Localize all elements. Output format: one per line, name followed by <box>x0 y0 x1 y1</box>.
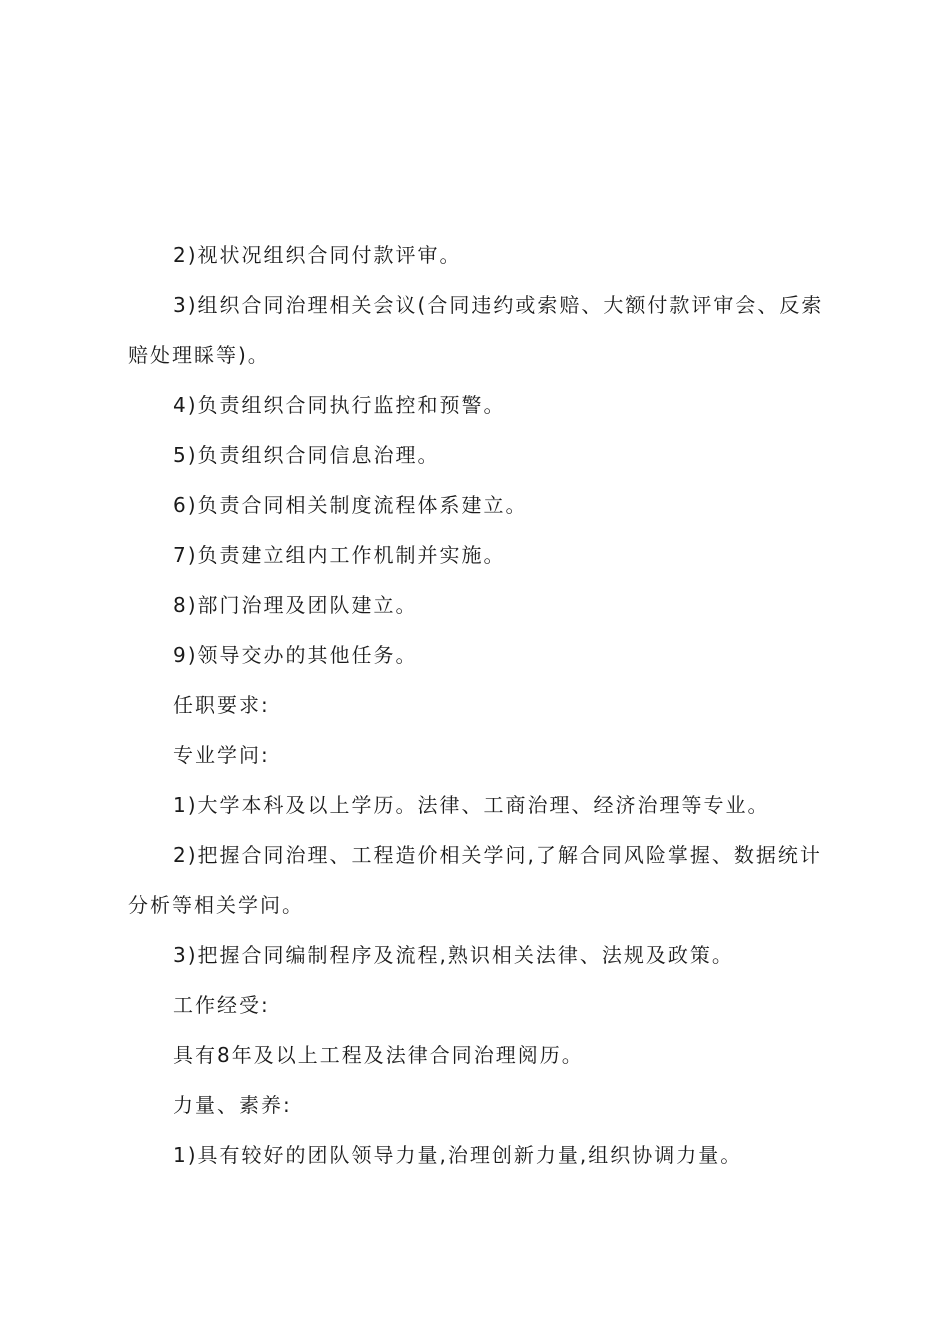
duty-item-3-continued: 赔处理睬等)。 <box>128 343 270 367</box>
duty-item-3: 3)组织合同治理相关会议(合同违约或索赔、大额付款评审会、反索 <box>173 293 824 317</box>
duty-item-7: 7)负责建立组内工作机制并实施。 <box>173 543 506 567</box>
duty-item-8: 8)部门治理及团队建立。 <box>173 593 418 617</box>
section-heading-experience: 工作经受: <box>173 993 270 1017</box>
section-heading-requirements: 任职要求: <box>173 693 270 717</box>
duty-item-9: 9)领导交办的其他任务。 <box>173 643 418 667</box>
knowledge-item-3: 3)把握合同编制程序及流程,熟识相关法律、法规及政策。 <box>173 943 734 967</box>
duty-item-5: 5)负责组织合同信息治理。 <box>173 443 440 467</box>
knowledge-item-1: 1)大学本科及以上学历。法律、工商治理、经济治理等专业。 <box>173 793 770 817</box>
duty-item-6: 6)负责合同相关制度流程体系建立。 <box>173 493 528 517</box>
experience-text: 具有8年及以上工程及法律合同治理阅历。 <box>173 1043 584 1067</box>
duty-item-2: 2)视状况组织合同付款评审。 <box>173 243 462 267</box>
section-heading-knowledge: 专业学问: <box>173 743 270 767</box>
ability-item-1: 1)具有较好的团队领导力量,治理创新力量,组织协调力量。 <box>173 1143 743 1167</box>
section-heading-abilities: 力量、素养: <box>173 1093 292 1117</box>
duty-item-4: 4)负责组织合同执行监控和预警。 <box>173 393 506 417</box>
knowledge-item-2-continued: 分析等相关学问。 <box>128 893 304 917</box>
knowledge-item-2: 2)把握合同治理、工程造价相关学问,了解合同风险掌握、数据统计 <box>173 843 822 867</box>
